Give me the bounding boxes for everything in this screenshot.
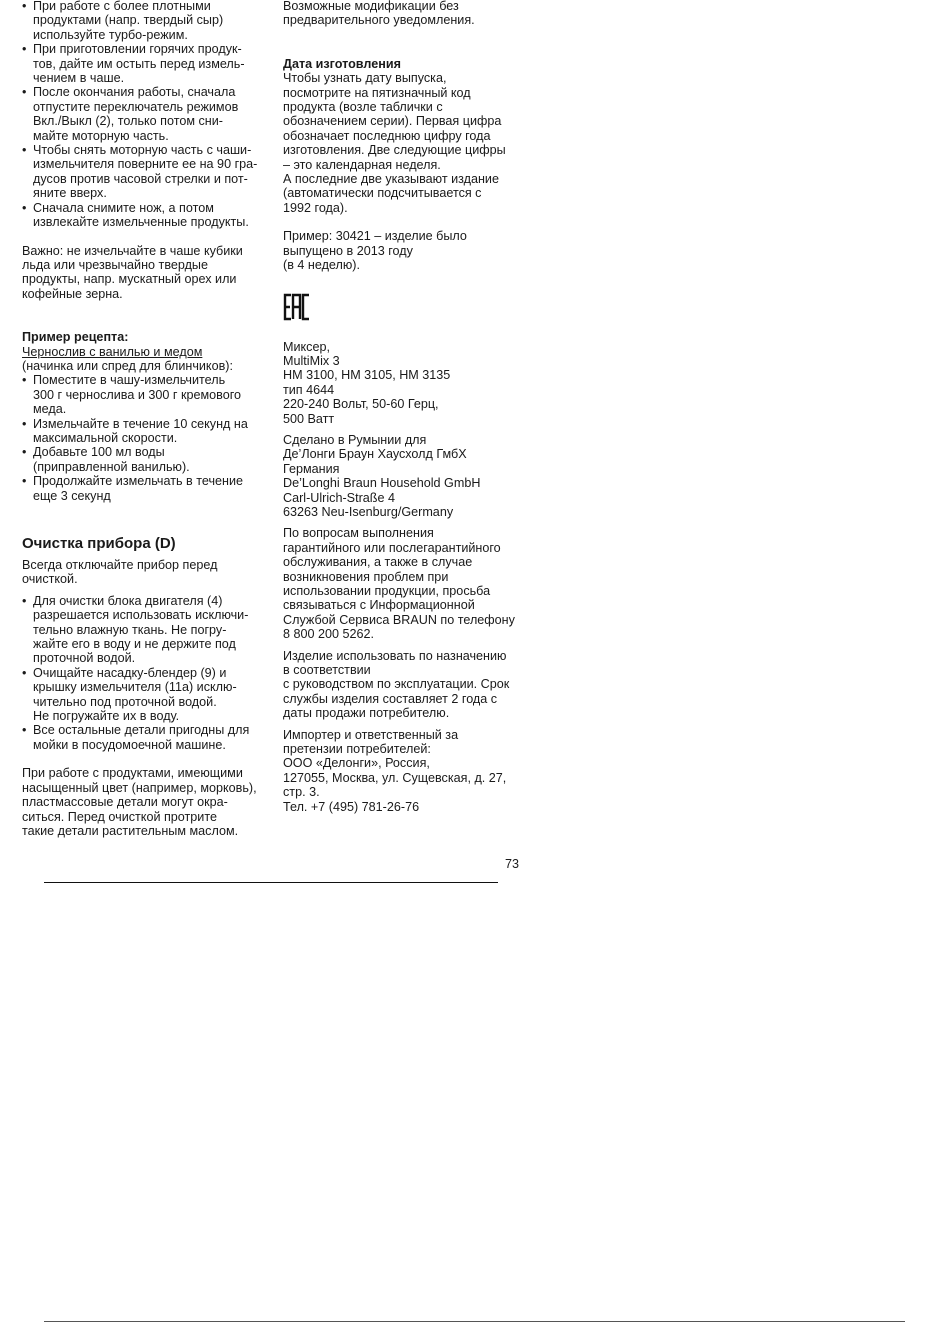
right-column — [283, 0, 528, 814]
list-item: • Поместите в чашу-измельчитель 300 г чернослива и 300 г кремового меда. — [22, 373, 264, 416]
list-item: • Измельчайте в течение 10 секунд на максимальной скорости. — [22, 417, 264, 446]
service-info: По вопросам выполнения гарантийного или послегарантийного обслуживания, а также в случае возникновения проблем при использовании продукции, просьба связываться с Информационной Службой Сервиса BRAUN по телефону 8 800 200 5262. — [283, 526, 515, 642]
recipe-heading: Пример рецепта: — [22, 330, 129, 345]
manufacturer-info: Сделано в Румынии для Де’Лонги Браун Хаусхолд ГмбХ Германия De’Longhi Braun Household GmbH Carl-Ulrich-Straße 4 63263 Neu-Isenburg/Germany — [283, 432, 481, 519]
eac-icon — [283, 292, 528, 322]
importer-info: Импортер и ответственный за претензии потребителей: ООО «Делонги», Россия, 127055, Москва, ул. Сущевская, д. 27, стр. 3. Тел. +7 (495) 781-26-76 — [283, 727, 507, 814]
recipe-subtitle: (начинка или спред для блинчиков): — [22, 358, 233, 373]
recipe-name: Чернослив с ванилью и медом — [22, 344, 203, 359]
list-item: • При работе с более плотными продуктами (напр. твердый сыр) используйте турбо-режим. — [22, 0, 264, 42]
list-item: • Для очистки блока двигателя (4) разрешается использовать исключи- тельно влажную ткань. Не погру- жайте его в воду и не держите под проточной водой. — [22, 594, 264, 666]
cleaning-note: При работе с продуктами, имеющими насыщенный цвет (например, морковь), пластмассовые детали могут окра- ситься. Перед очисткой протрите такие детали растительным маслом. — [22, 766, 257, 838]
usage-tips-list — [22, 0, 264, 230]
important-note: Важно: не изчельчайте в чаше кубики льда или чрезвычайно твердые продукты, напр. мускатный орех или кофейные зерна. — [22, 243, 243, 301]
manufacture-date-heading: Дата изготовления — [283, 56, 401, 71]
list-item: • Добавьте 100 мл воды (приправленной ванилью). — [22, 445, 264, 474]
divider — [44, 1321, 905, 1322]
cleaning-steps-list — [22, 594, 264, 752]
product-info: Миксер, MultiMix 3 HM 3100, HM 3105, HM 3135 тип 4644 220-240 Вольт, 50-60 Герц, 500 Ватт — [283, 339, 451, 426]
cleaning-heading: Очистка прибора (D) — [22, 535, 176, 552]
page-number: 73 — [505, 857, 520, 871]
list-item: • Очищайте насадку-блендер (9) и крышку измельчителя (11a) исклю- чительно под проточной водой. Не погружайте их в воду. — [22, 666, 264, 724]
manufacture-date-text: Чтобы узнать дату выпуска, посмотрите на пятизначный код продукта (возле таблички с обозначением серии). Первая цифра обозначает последнюю цифру года изготовления. Две следующие цифры – это календарная неделя. А последние две указывают издание (автоматически подсчитывается с 1992 года). — [283, 71, 506, 215]
left-column — [22, 0, 264, 838]
modifications-note: Возможные модификации без предварительного уведомления. — [283, 0, 475, 28]
list-item: • При приготовлении горячих продук- тов, дайте им остыть перед измель- чением в чаше. — [22, 42, 264, 85]
usage-info: Изделие использовать по назначению в соответствии с руководством по эксплуатации. Срок службы изделия составляет 2 года с даты продажи потребителю. — [283, 648, 510, 721]
list-item: • Сначала снимите нож, а потом извлекайте измельченные продукты. — [22, 201, 264, 230]
list-item: • После окончания работы, сначала отпустите переключатель режимов Вкл./Выкл (2), только потом сни- майте моторную часть. — [22, 85, 264, 143]
recipe-steps-list — [22, 373, 264, 503]
list-item: • Продолжайте измельчать в течение еще 3 секунд — [22, 474, 264, 503]
list-item: • Все остальные детали пригодны для мойки в посудомоечной машине. — [22, 723, 264, 752]
date-example: Пример: 30421 – изделие было выпущено в 2013 году (в 4 неделю). — [283, 229, 467, 273]
cleaning-intro: Всегда отключайте прибор перед очисткой. — [22, 558, 218, 587]
divider — [44, 882, 498, 883]
list-item: • Чтобы снять моторную часть с чаши- измельчителя поверните ее на 90 гра- дусов против часовой стрелки и пот- яните вверх. — [22, 143, 264, 201]
